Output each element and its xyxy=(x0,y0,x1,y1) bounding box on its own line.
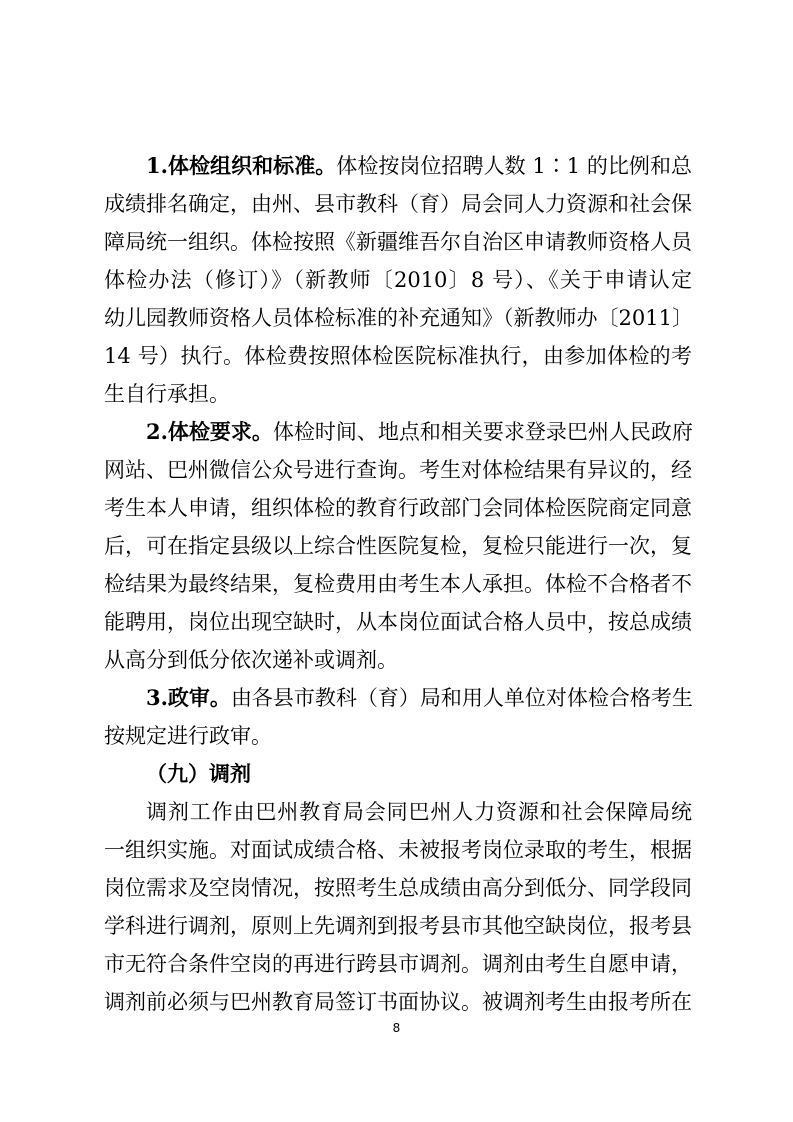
paragraph-text: 体检时间、地点和相关要求登录巴州人民政府 xyxy=(272,420,693,444)
page-number: 8 xyxy=(392,1021,401,1035)
paragraph-line: 成绩排名确定，由州、县市教科（育）局会同人力资源和社会保 xyxy=(104,192,692,216)
paragraph-line: 体检办法（修订）》（新教师〔2010〕8 号）、《关于申请认定 xyxy=(104,268,692,292)
paragraph-text: 由各县市教科（育）局和用人单位对体检合格考生 xyxy=(230,686,693,710)
paragraph-line: 按规定进行政审。 xyxy=(104,724,272,748)
paragraph-line: 幼儿园教师资格人员体检标准的补充通知》（新教师办〔2011〕 xyxy=(104,306,693,330)
paragraph-line: 网站、巴州微信公众号进行查询。考生对体检结果有异议的，经 xyxy=(104,458,692,482)
paragraph-line: 学科进行调剂，原则上先调剂到报考县市其他空缺岗位，报考县 xyxy=(104,914,692,938)
paragraph-text: 体检按岗位招聘人数 1∶1 的比例和总 xyxy=(336,154,692,178)
section-label: 3.政审。 xyxy=(146,685,231,710)
paragraph-line: 一组织实施。对面试成绩合格、未被报考岗位录取的考生，根据 xyxy=(104,838,692,862)
section-heading: （九）调剂 xyxy=(146,761,251,786)
paragraph-line: 从高分到低分依次递补或调剂。 xyxy=(104,648,398,672)
paragraph-line: 调剂工作由巴州教育局会同巴州人力资源和社会保障局统 xyxy=(146,800,692,824)
paragraph-line xyxy=(146,680,692,716)
paragraph-line: 能聘用，岗位出现空缺时，从本岗位面试合格人员中，按总成绩 xyxy=(104,610,692,634)
paragraph-line xyxy=(146,414,692,450)
paragraph-line: 市无符合条件空岗的再进行跨县市调剂。调剂由考生自愿申请， xyxy=(104,952,692,976)
paragraph-line: 岗位需求及空岗情况，按照考生总成绩由高分到低分、同学段同 xyxy=(104,876,692,900)
paragraph-line: 调剂前必须与巴州教育局签订书面协议。被调剂考生由报考所在 xyxy=(104,990,692,1014)
section-label: 2.体检要求。 xyxy=(146,419,273,444)
paragraph-line xyxy=(146,148,692,184)
paragraph-line: 14 号）执行。体检费按照体检医院标准执行，由参加体检的考 xyxy=(104,344,692,368)
section-label: 1.体检组织和标准。 xyxy=(146,153,337,178)
paragraph-line: 检结果为最终结果，复检费用由考生本人承担。体检不合格者不 xyxy=(104,572,692,596)
paragraph-line: 生自行承担。 xyxy=(104,382,230,406)
paragraph-line: 障局统一组织。体检按照《新疆维吾尔自治区申请教师资格人员 xyxy=(104,230,692,254)
paragraph-line: 后，可在指定县级以上综合性医院复检，复检只能进行一次，复 xyxy=(104,534,692,558)
paragraph-line: 考生本人申请，组织体检的教育行政部门会同体检医院商定同意 xyxy=(104,496,692,520)
